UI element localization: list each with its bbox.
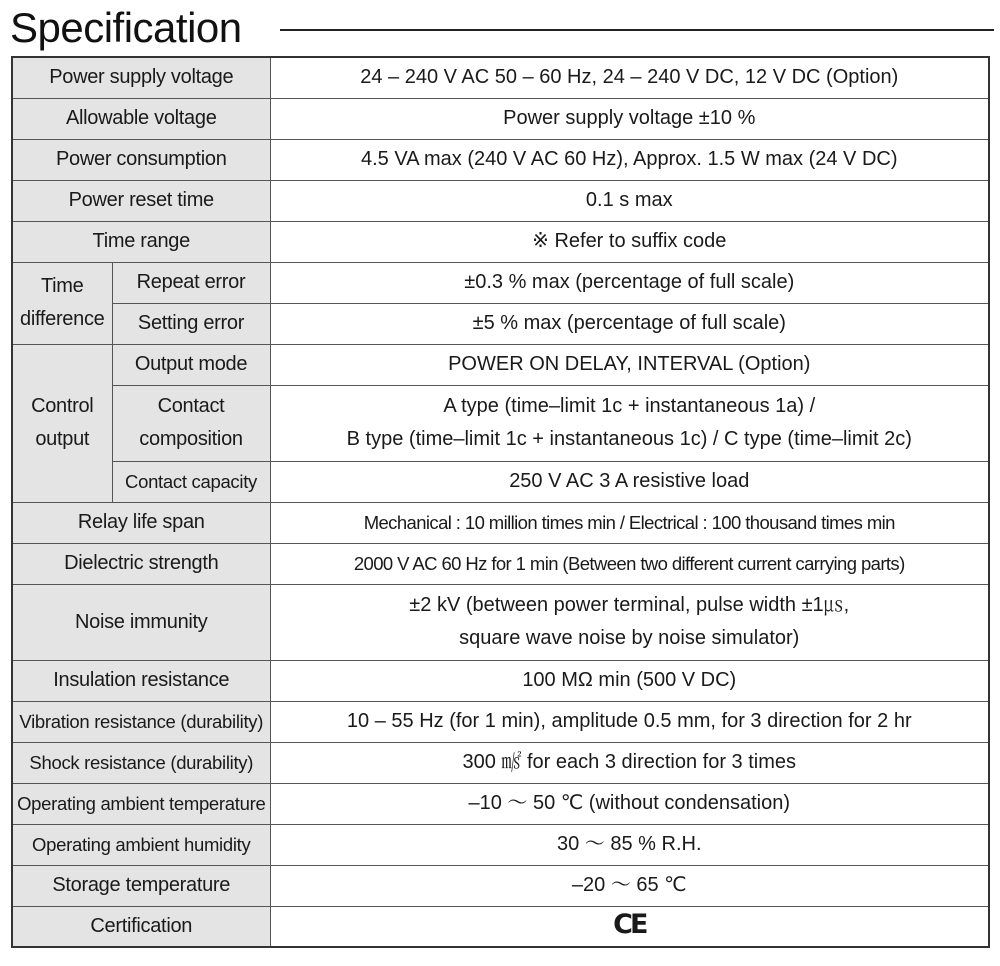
row-label: Certification: [12, 906, 270, 947]
group-label-line: Time: [40, 275, 84, 297]
row-value: Power supply voltage ±10 %: [270, 98, 989, 139]
row-value: –20 ～ 65 ℃: [270, 865, 989, 906]
row-value: 0.1 s max: [270, 180, 989, 221]
page-title: Specification: [10, 4, 242, 51]
row-value: 30 ～ 85 % R.H.: [270, 824, 989, 865]
row-label: Relay life span: [12, 502, 270, 543]
row-label: Output mode: [112, 344, 270, 385]
table-row: [12, 742, 989, 783]
table-row: [12, 701, 989, 742]
row-label: Power supply voltage: [12, 57, 270, 98]
table-row: [12, 57, 989, 98]
ce-mark-icon: CE: [613, 909, 646, 941]
group-label-time-difference: [12, 262, 112, 344]
table-row: [12, 139, 989, 180]
table-row: [12, 221, 989, 262]
table-row: [12, 865, 989, 906]
row-value-line: B type (time–limit 1c + instantaneous 1c) / C type (time–limit 2c): [346, 428, 912, 450]
table-row: [12, 660, 989, 701]
page-heading: [10, 2, 996, 54]
row-value-line: square wave noise by noise simulator): [459, 627, 800, 649]
row-label: Operating ambient temperature: [12, 783, 270, 824]
table-row: [12, 344, 989, 385]
table-row: [12, 824, 989, 865]
table-row: [12, 262, 989, 303]
row-label: Time range: [12, 221, 270, 262]
row-value: 100 MΩ min (500 V DC): [270, 660, 989, 701]
title-rule: [280, 29, 994, 31]
row-label: Power consumption: [12, 139, 270, 180]
group-label-line: output: [35, 428, 90, 450]
row-value: 24 – 240 V AC 50 – 60 Hz, 24 – 240 V DC, 12 V DC (Option): [270, 57, 989, 98]
row-value-line: A type (time–limit 1c + instantaneous 1a) /: [443, 395, 816, 417]
table-row: [12, 180, 989, 221]
row-label-line: Contact: [157, 395, 225, 417]
row-value: –10 ～ 50 ℃ (without condensation): [270, 783, 989, 824]
row-value: ±5 % max (percentage of full scale): [270, 303, 989, 344]
table-row: [12, 783, 989, 824]
row-value: 10 – 55 Hz (for 1 min), amplitude 0.5 mm, for 3 direction for 2 hr: [270, 701, 989, 742]
table-row: [12, 543, 989, 584]
row-label: Setting error: [112, 303, 270, 344]
row-label: Dielectric strength: [12, 543, 270, 584]
group-label-line: difference: [20, 308, 105, 330]
row-value: Mechanical : 10 million times min / Electrical : 100 thousand times min: [270, 502, 989, 543]
row-value: ±0.3 % max (percentage of full scale): [270, 262, 989, 303]
row-label: Contact capacity: [112, 461, 270, 502]
row-label: [112, 385, 270, 461]
table-row: [12, 385, 989, 461]
specification-table: [11, 56, 990, 948]
table-row: [12, 906, 989, 947]
row-label: Power reset time: [12, 180, 270, 221]
row-label: Noise immunity: [12, 584, 270, 660]
table-row: [12, 303, 989, 344]
table-row: [12, 584, 989, 660]
group-label-line: Control: [31, 395, 94, 417]
table-row: [12, 98, 989, 139]
row-value-line: ±2 kV (between power terminal, pulse width ±1㎲,: [409, 594, 850, 616]
row-label: Insulation resistance: [12, 660, 270, 701]
row-label: Vibration resistance (durability): [12, 701, 270, 742]
row-label: Storage temperature: [12, 865, 270, 906]
row-value: 250 V AC 3 A resistive load: [270, 461, 989, 502]
row-value: 4.5 VA max (240 V AC 60 Hz), Approx. 1.5 W max (24 V DC): [270, 139, 989, 180]
row-value: POWER ON DELAY, INTERVAL (Option): [270, 344, 989, 385]
row-value: ※ Refer to suffix code: [270, 221, 989, 262]
row-label-line: composition: [139, 428, 243, 450]
row-value: 300 ㎨ for each 3 direction for 3 times: [270, 742, 989, 783]
group-label-control-output: [12, 344, 112, 502]
table-row: [12, 461, 989, 502]
row-value: [270, 584, 989, 660]
row-value: 2000 V AC 60 Hz for 1 min (Between two different current carrying parts): [270, 543, 989, 584]
table-row: [12, 502, 989, 543]
row-label: Operating ambient humidity: [12, 824, 270, 865]
row-value: [270, 906, 989, 947]
row-label: Shock resistance (durability): [12, 742, 270, 783]
row-label: Repeat error: [112, 262, 270, 303]
row-value: [270, 385, 989, 461]
row-label: Allowable voltage: [12, 98, 270, 139]
